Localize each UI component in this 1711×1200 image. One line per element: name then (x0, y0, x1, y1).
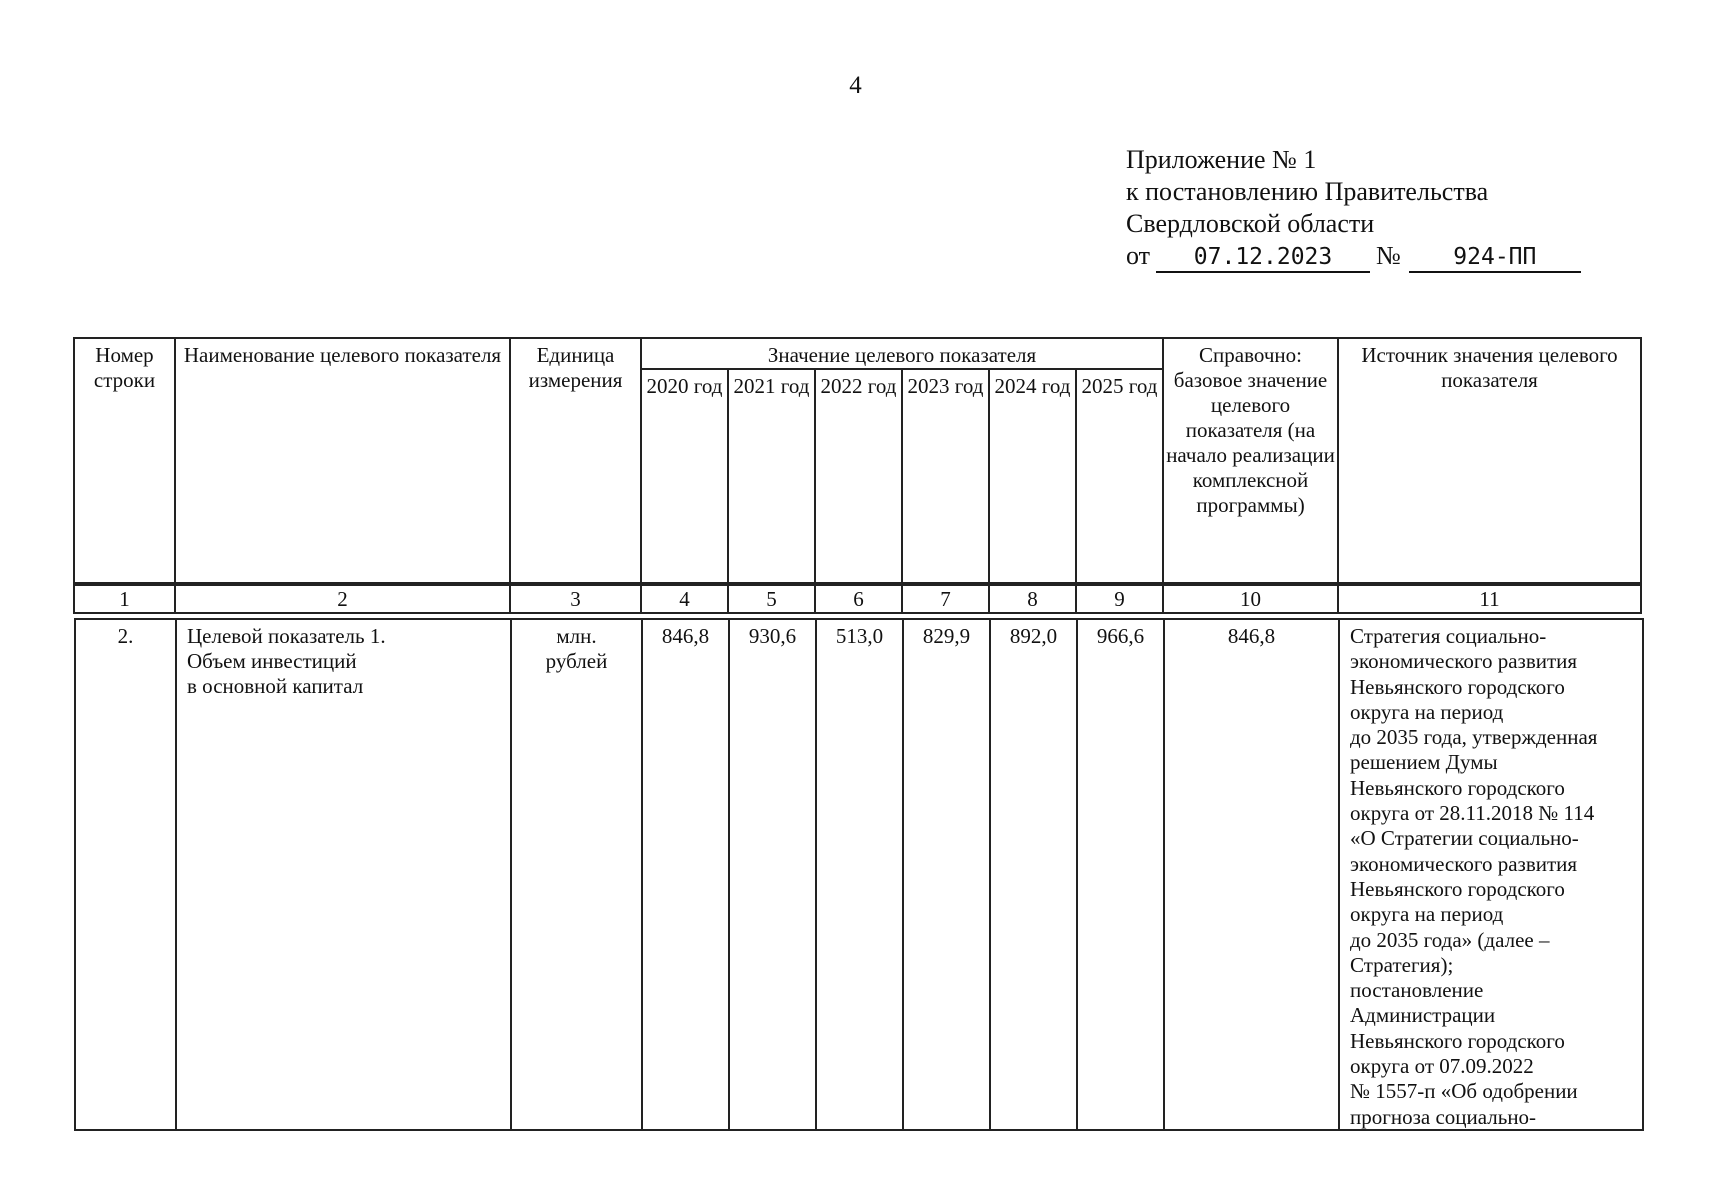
column-number-table (73, 584, 1642, 614)
source-line: экономического развития (1350, 851, 1578, 876)
indicator-source (1339, 619, 1643, 1130)
source-line: округа на период (1350, 902, 1504, 927)
header-values-group: Значение целевого показателя (641, 338, 1163, 369)
column-number: 1 (74, 585, 175, 613)
unit-line: рублей (545, 649, 608, 673)
column-number: 11 (1338, 585, 1641, 613)
header-year: 2022 год (815, 369, 902, 583)
baseline-value: 846,8 (1164, 619, 1339, 1130)
header-year: 2023 год (902, 369, 989, 583)
source-line: постановление (1350, 978, 1484, 1003)
header-baseline: Справочно: базовое значение целевого показателя (на начало реализации комплексной программы) (1163, 338, 1338, 583)
column-number: 5 (728, 585, 815, 613)
header-unit: Единица измерения (510, 338, 641, 583)
header-year: 2024 год (989, 369, 1076, 583)
table-row (75, 619, 1643, 1130)
header-year: 2020 год (641, 369, 728, 583)
source-line: Администрации (1350, 1003, 1496, 1028)
value-2024: 892,0 (990, 619, 1077, 1130)
appendix-decree: к постановлению Правительства (1126, 177, 1489, 206)
indicator-name (176, 619, 511, 1130)
value-2022: 513,0 (816, 619, 903, 1130)
source-line: Невьянского городского (1350, 1028, 1565, 1053)
source-line: округа от 28.11.2018 № 114 (1350, 801, 1595, 826)
source-line: Невьянского городского (1350, 674, 1565, 699)
header-row-number: Номер строки (74, 338, 175, 583)
source-line: прогноза социально- (1350, 1104, 1537, 1129)
source-line: № 1557-п «Об одобрении (1350, 1079, 1578, 1104)
value-2021: 930,6 (729, 619, 816, 1130)
page-number: 4 (849, 72, 862, 99)
indicator-name-line: в основной капитал (187, 674, 364, 698)
header-indicator-name: Наименование целевого показателя (175, 338, 510, 583)
from-label: от (1126, 241, 1151, 270)
column-number: 2 (175, 585, 510, 613)
column-number: 6 (815, 585, 902, 613)
header-year: 2021 год (728, 369, 815, 583)
value-2025: 966,6 (1077, 619, 1164, 1130)
unit (511, 619, 642, 1130)
appendix-title: Приложение № 1 (1126, 145, 1317, 174)
row-number: 2. (75, 619, 176, 1130)
source-line: Невьянского городского (1350, 775, 1565, 800)
indicator-name-line: Объем инвестиций (187, 649, 357, 673)
source-line: Стратегия); (1350, 952, 1454, 977)
decree-date: 07.12.2023 (1156, 243, 1370, 273)
source-line: «О Стратегии социально- (1350, 826, 1579, 851)
column-number: 9 (1076, 585, 1163, 613)
source-line: округа от 07.09.2022 (1350, 1054, 1534, 1079)
source-line: решением Думы (1350, 750, 1498, 775)
data-table (74, 618, 1644, 1131)
column-number: 4 (641, 585, 728, 613)
source-line: экономического развития (1350, 649, 1578, 674)
number-label: № (1376, 241, 1401, 270)
source-line: Невьянского городского (1350, 876, 1565, 901)
decree-number: 924-ПП (1409, 243, 1581, 273)
value-2023: 829,9 (903, 619, 990, 1130)
source-line: до 2035 года, утвержденная (1350, 725, 1598, 750)
column-number: 3 (510, 585, 641, 613)
header-year: 2025 год (1076, 369, 1163, 583)
column-number: 7 (902, 585, 989, 613)
appendix-region: Свердловской области (1126, 209, 1375, 238)
appendix-date-line (1126, 240, 1581, 273)
indicator-name-line: Целевой показатель 1. (187, 624, 386, 648)
unit-line: млн. (556, 624, 597, 648)
header-table (73, 337, 1642, 584)
column-number: 10 (1163, 585, 1338, 613)
header-source: Источник значения целевого показателя (1338, 338, 1641, 583)
source-line: Стратегия социально- (1350, 624, 1547, 648)
source-line: округа на период (1350, 699, 1504, 724)
source-line: до 2035 года» (далее – (1350, 927, 1550, 952)
value-2020: 846,8 (642, 619, 729, 1130)
column-number: 8 (989, 585, 1076, 613)
appendix-block (1126, 144, 1581, 273)
